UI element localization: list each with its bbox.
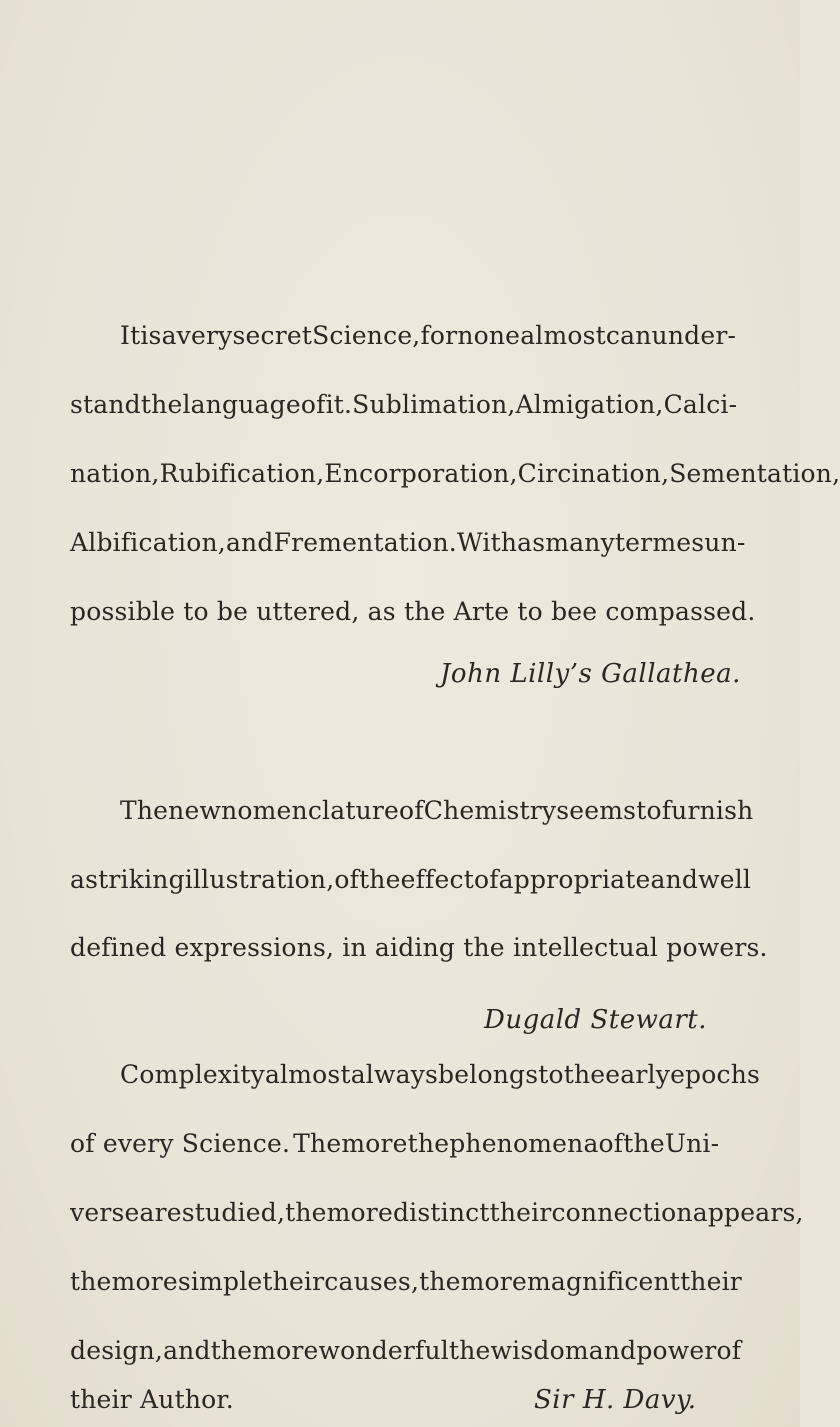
word: is xyxy=(140,321,162,350)
word: belongs xyxy=(438,1060,539,1089)
word: termes xyxy=(614,528,705,557)
word: connection xyxy=(551,1198,693,1227)
word: the xyxy=(70,1267,112,1296)
word: as xyxy=(517,528,546,557)
word: secret xyxy=(232,321,313,350)
word: appropriate xyxy=(498,865,651,894)
word: stand xyxy=(70,390,141,419)
word: language xyxy=(182,390,301,419)
word: wonderful xyxy=(318,1336,449,1365)
quote-line xyxy=(120,1060,761,1089)
word: illustration, xyxy=(184,865,335,894)
quote-line xyxy=(70,390,738,419)
word: early xyxy=(605,1060,671,1089)
quote-line: possible to be uttered, as the Arte to bee compassed. xyxy=(70,597,756,626)
word: un- xyxy=(704,528,746,557)
word: none xyxy=(457,321,521,350)
word: Calci- xyxy=(663,390,738,419)
word: it. xyxy=(325,390,353,419)
word: the xyxy=(407,1129,450,1158)
word: more xyxy=(460,1267,527,1296)
word: under- xyxy=(651,321,737,350)
word: of xyxy=(473,865,499,894)
word: Rubification, xyxy=(159,459,325,488)
quote-line xyxy=(70,459,840,488)
word: wisdom xyxy=(490,1336,589,1365)
word: magnificent xyxy=(526,1267,681,1296)
word: always xyxy=(350,1060,439,1089)
word: simple xyxy=(177,1267,263,1296)
word: Albification, xyxy=(70,528,226,557)
word: The xyxy=(293,1129,342,1158)
word: nation, xyxy=(70,459,160,488)
word: their xyxy=(489,1198,552,1227)
word: Complexity xyxy=(120,1060,265,1089)
word: studied, xyxy=(181,1198,286,1227)
word: Science, xyxy=(312,321,421,350)
quote-fragment: of every Science. xyxy=(70,1129,291,1158)
word: Circination, xyxy=(517,459,670,488)
word: a xyxy=(70,865,86,894)
word: many xyxy=(545,528,615,557)
word: very xyxy=(176,321,233,350)
word: Chemistry xyxy=(423,796,557,825)
quote-line: defined expressions, in aiding the intellectual powers. xyxy=(70,933,768,962)
word: epochs xyxy=(670,1060,761,1089)
word: verse xyxy=(70,1198,140,1227)
quote-line xyxy=(70,1198,804,1227)
word: appears, xyxy=(692,1198,804,1227)
word: and xyxy=(163,1336,211,1365)
word: seems xyxy=(556,796,637,825)
word: and xyxy=(225,528,274,557)
word: Sublimation, xyxy=(352,390,516,419)
word: are xyxy=(139,1198,182,1227)
word: their xyxy=(262,1267,325,1296)
word: well xyxy=(698,865,752,894)
word: and xyxy=(650,865,699,894)
quote-line xyxy=(120,796,754,825)
quote-line xyxy=(70,1267,742,1296)
word: for xyxy=(420,321,458,350)
word: causes, xyxy=(324,1267,420,1296)
word: a xyxy=(161,321,177,350)
word: almost xyxy=(520,321,606,350)
word: Almigation, xyxy=(515,390,664,419)
word: the xyxy=(563,1060,606,1089)
word: of xyxy=(399,796,424,825)
word: to xyxy=(538,1060,564,1089)
quote-line xyxy=(70,528,746,557)
word: the xyxy=(449,1336,491,1365)
word: effect xyxy=(400,865,474,894)
quote-line xyxy=(70,1336,742,1365)
quote-attribution: Sir H. Davy. xyxy=(534,1385,697,1415)
word: the xyxy=(285,1198,327,1227)
word: of xyxy=(716,1336,742,1365)
word: more xyxy=(326,1198,393,1227)
word: nomenclature xyxy=(221,796,400,825)
word: With xyxy=(456,528,518,557)
word: distinct xyxy=(392,1198,490,1227)
word: phenomena xyxy=(449,1129,599,1158)
word: Uni- xyxy=(664,1129,720,1158)
word: the xyxy=(140,390,183,419)
word: of xyxy=(300,390,326,419)
word: more xyxy=(111,1267,178,1296)
quote-line: their Author. xyxy=(70,1385,234,1414)
word: almost xyxy=(264,1060,351,1089)
quote-attribution: John Lilly’s Gallathea. xyxy=(440,659,741,689)
word: Frementation. xyxy=(273,528,457,557)
quote-line-with-dash xyxy=(70,1129,720,1158)
word: Encorporation, xyxy=(324,459,518,488)
word: striking xyxy=(85,865,185,894)
quote-fragment xyxy=(293,1131,719,1156)
word: Sementation, xyxy=(669,459,840,488)
word: design, xyxy=(70,1336,164,1365)
word: furnish xyxy=(661,796,754,825)
quote-line xyxy=(70,865,752,894)
word: the xyxy=(359,865,401,894)
word: of xyxy=(334,865,360,894)
word: new xyxy=(168,796,222,825)
word: It xyxy=(120,321,141,350)
word: more xyxy=(252,1336,319,1365)
word: The xyxy=(120,796,169,825)
quote-line xyxy=(120,321,737,350)
word: the xyxy=(419,1267,461,1296)
word: and xyxy=(588,1336,637,1365)
word: can xyxy=(605,321,652,350)
word: power xyxy=(636,1336,717,1365)
word: more xyxy=(341,1129,408,1158)
word: of xyxy=(598,1129,624,1158)
word: their xyxy=(680,1267,742,1296)
word: the xyxy=(210,1336,253,1365)
quote-attribution: Dugald Stewart. xyxy=(484,1005,708,1035)
word: to xyxy=(636,796,662,825)
word: the xyxy=(623,1129,665,1158)
